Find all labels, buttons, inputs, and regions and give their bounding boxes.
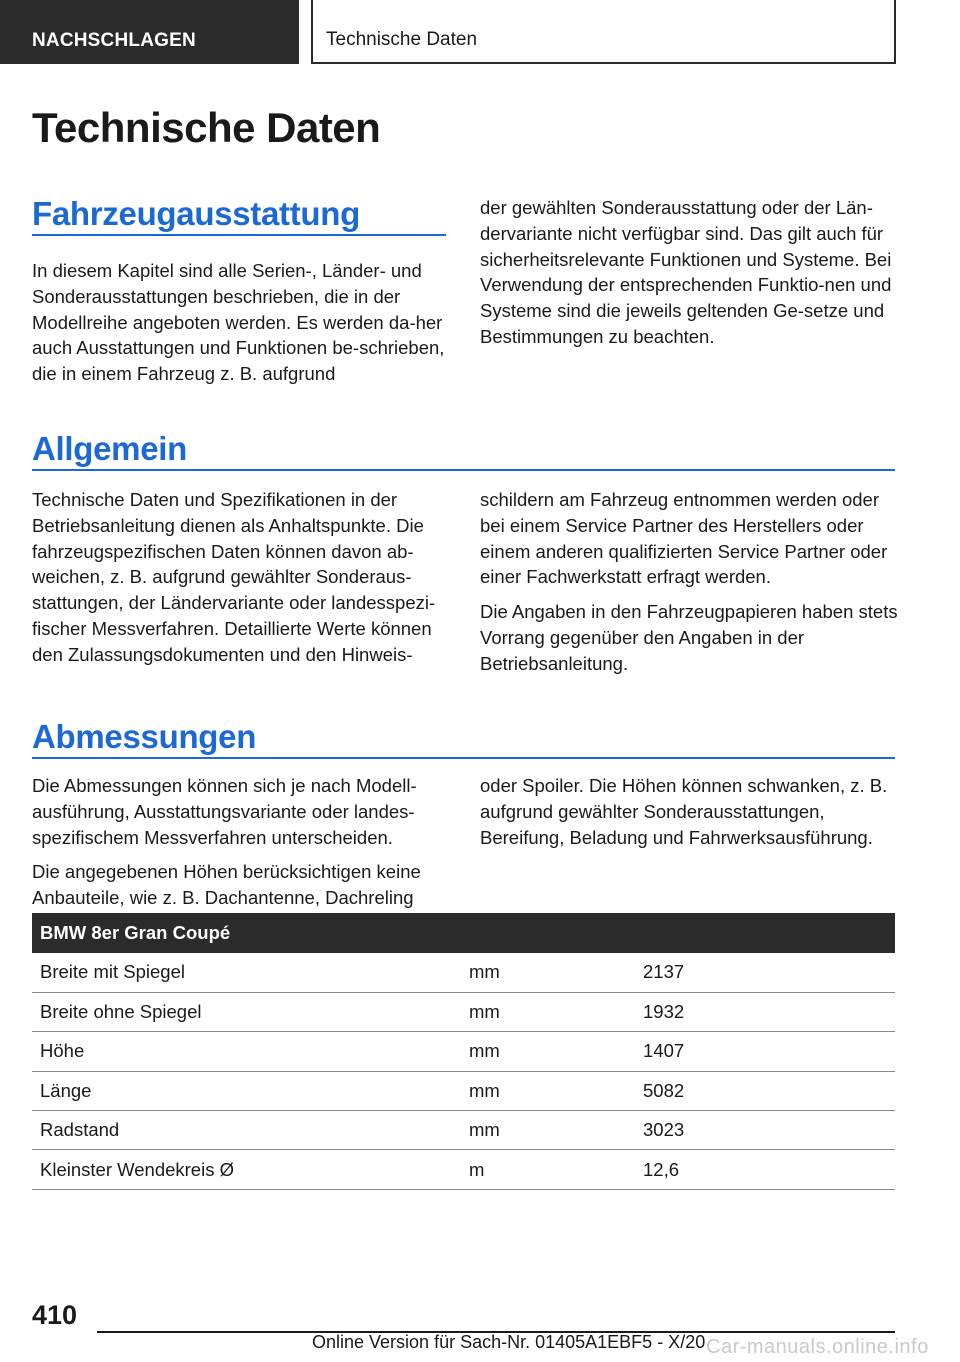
row-unit: mm: [461, 1071, 635, 1110]
section-rule: [32, 469, 895, 471]
row-value: 5082: [635, 1071, 895, 1110]
table-row: [32, 1111, 895, 1150]
row-label: Kleinster Wendekreis Ø: [32, 1150, 461, 1189]
paragraph: In diesem Kapitel sind alle Serien-, Länder- und Sonderausstattungen beschrieben, die in der Modellreihe angeboten werden. Es werden da-her auch Ausstattungen und Funktionen be-schrieben, die in einem Fahrzeug z. B. aufgrund: [32, 260, 445, 385]
ausstattung-col1: [32, 258, 446, 387]
section-heading-ausstattung: Fahrzeugausstattung: [32, 195, 360, 232]
header-section-tab: NACHSCHLAGEN: [0, 0, 299, 64]
row-value: 3023: [635, 1111, 895, 1150]
paragraph: oder Spoiler. Die Höhen können schwanken, z. B. aufgrund gewählter Sonderausstattungen, Bereifung, Beladung und Fahrwerksausführung.: [480, 775, 888, 848]
row-unit: m: [461, 1150, 635, 1189]
section-heading-allgemein: Allgemein: [32, 430, 188, 467]
row-unit: mm: [461, 1111, 635, 1150]
row-value: 12,6: [635, 1150, 895, 1189]
page-number: 410: [32, 1300, 78, 1330]
row-unit: mm: [461, 1032, 635, 1071]
section-rule: [32, 234, 446, 236]
row-label: Breite ohne Spiegel: [32, 992, 461, 1031]
row-value: 1932: [635, 992, 895, 1031]
table-row: [32, 1071, 895, 1110]
paragraph: Die Angaben in den Fahrzeugpapieren haben stets Vorrang gegenüber den Angaben in der Betriebsanleitung.: [480, 601, 898, 674]
row-label: Länge: [32, 1071, 461, 1110]
abmessungen-col1: [32, 773, 448, 911]
ausstattung-col2: [480, 195, 896, 350]
allgemein-col2: [480, 487, 898, 677]
row-label: Höhe: [32, 1032, 461, 1071]
header-chapter-box: Technische Daten: [311, 0, 896, 64]
row-label: Breite mit Spiegel: [32, 953, 461, 992]
page-title: Technische Daten: [32, 104, 381, 151]
table-row: [32, 1032, 895, 1071]
watermark: Car-manuals.online.info: [706, 1336, 929, 1358]
row-label: Radstand: [32, 1111, 461, 1150]
section-heading-abmessungen: Abmessungen: [32, 718, 257, 755]
section-rule: [32, 757, 895, 759]
paragraph: der gewählten Sonderausstattung oder der Län-dervariante nicht verfügbar sind. Das gilt auch für sicherheitsrelevante Funktionen und Systeme. Bei Verwendung der entsprechenden Funktio-nen und Systeme sind die jeweils geltenden Ge-setze und Bestimmungen zu beachten.: [480, 197, 892, 347]
row-value: 1407: [635, 1032, 895, 1071]
row-unit: mm: [461, 992, 635, 1031]
paragraph: Technische Daten und Spezifikationen in der Betriebsanleitung dienen als Anhaltspunkte. Die fahrzeugspezifischen Daten können davon ab-weichen, z. B. aufgrund gewählter Sonderaus-stattungen, der Ländervariante oder landesspezi-fischer Messverfahren. Detaillierte Werte können den Zulassungsdokumenten und den Hinweis-: [32, 489, 436, 665]
table-row: [32, 1150, 895, 1189]
allgemein-col1: [32, 487, 448, 668]
row-value: 2137: [635, 953, 895, 992]
table-row: [32, 953, 895, 992]
paragraph: Die Abmessungen können sich je nach Modell-ausführung, Ausstattungsvariante oder landes-spezifischem Messverfahren unterscheiden.: [32, 775, 417, 848]
table-row: [32, 992, 895, 1031]
paragraph: Die angegebenen Höhen berücksichtigen keine Anbauteile, wie z. B. Dachantenne, Dachreling: [32, 861, 421, 909]
abmessungen-col2: [480, 773, 896, 850]
row-unit: mm: [461, 953, 635, 992]
table-header-row: [32, 913, 895, 953]
paragraph: schildern am Fahrzeug entnommen werden oder bei einem Service Partner des Herstellers oder einem anderen qualifizierten Service Partner oder einer Fachwerkstatt erfragt werden.: [480, 489, 888, 588]
dimensions-table: [32, 913, 895, 1190]
table-title: BMW 8er Gran Coupé: [32, 913, 895, 953]
footer-online-version: Online Version für Sach-Nr. 01405A1EBF5 - X/20: [312, 1332, 706, 1352]
